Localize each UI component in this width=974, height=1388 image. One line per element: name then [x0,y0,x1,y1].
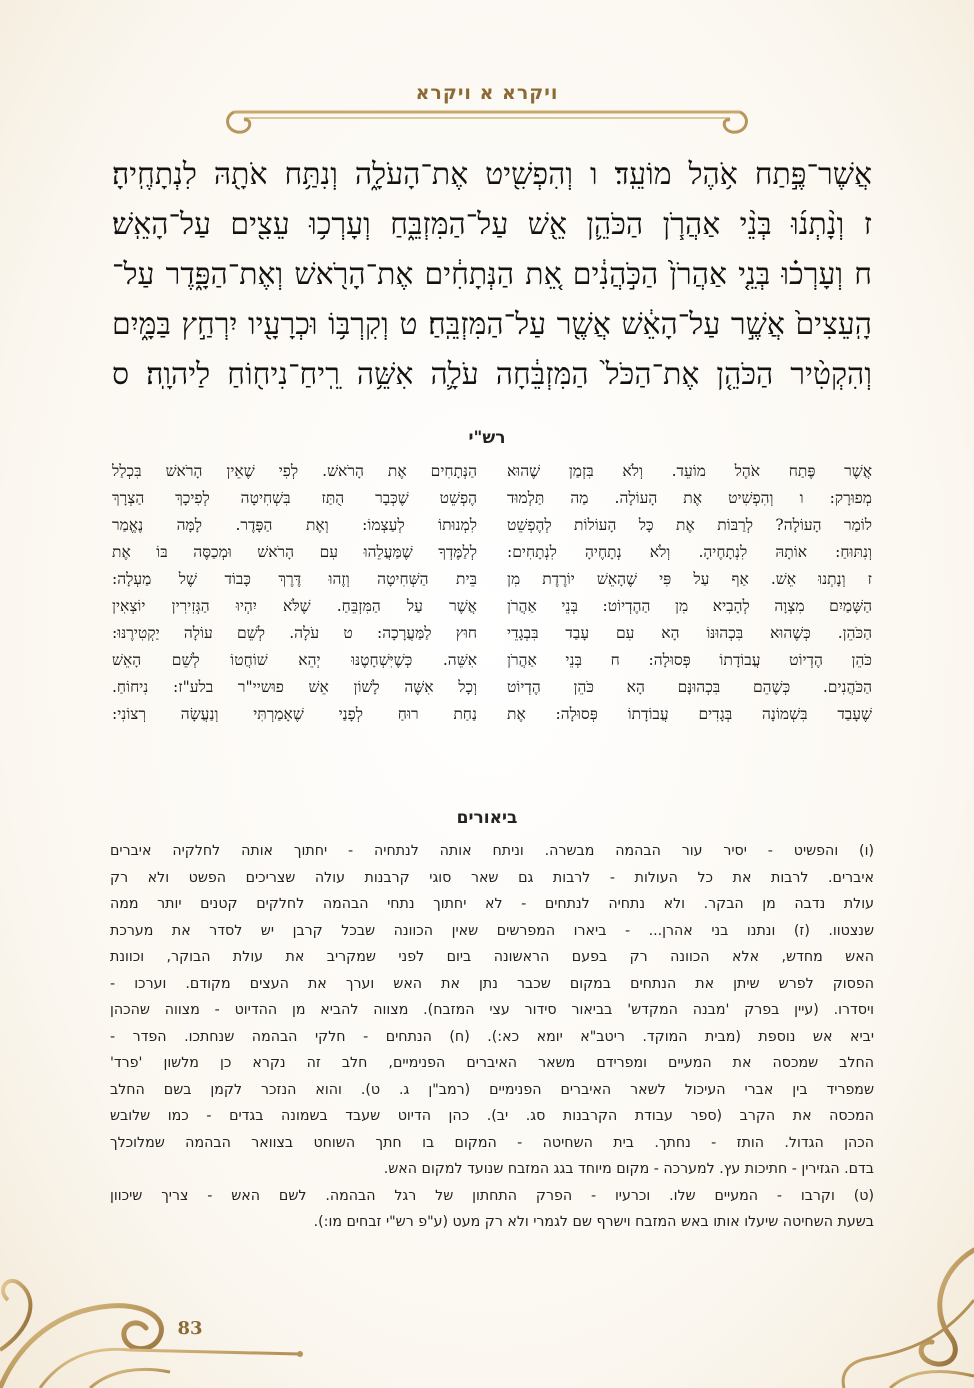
rashi-line: ז וְנָתְנוּ אֵשׁ. אַף עַל פִּי שֶׁהָאֵשׁ יוֹרֶדֶת מִן [507,570,872,588]
biurim-line: הכהן הגדול. הותז - נחתך. בית השחיטה - המקום בו חתך השוחט בצוואר הבהמה שמלוכלך [110,1134,874,1151]
biurim-line: בדם. הגזירין - חתיכות עץ. למערכה - מקום מיוחד בגג המזבח שנועד למקום האש. [383,1161,874,1177]
biurim-commentary [110,838,874,1236]
rashi-line: לְלַמֶּדְךָ שֶׁמַּעֲלֵהוּ עִם הָרֹאשׁ וּמְכַסֶּה בּוֹ אֶת [112,543,477,561]
rashi-line: אִשֵּׁה. כְּשֶׁיִּשְׁחָטֶנּוּ יְהֵא שׁוֹחֲטוֹ לְשֵׁם הָאֵשׁ [112,651,477,669]
rashi-line: נַחַת רוּחַ לְפָנַי שֶׁאָמַרְתִּי וְנַעֲשָׂה רְצוֹנִי: [112,705,477,723]
rashi-line: וְכָל אִשֶּׁה לָשׁוֹן אֵשׁ פוּשיי"ר בלע"ז: נִיחוֹחַ. [112,678,477,696]
rashi-left-column [112,458,477,783]
biurim-line: הפסוק לפרש שיתן את הנתחים במקום שכבר נתן את האש וערך את העצים מקודם. וערכו - [110,975,874,992]
biurim-line: ויסדרו. (עיין בפרק 'מבנה המקדש' בביאור סידור עצי המזבח). מצווה להביא מן ההדיוט - מצווה שהכהן [110,1002,874,1018]
page-number: 83 [177,1318,203,1339]
header-ornament-icon [224,104,750,144]
verse-line: ח וְעָרְכ֗וּ בְּנֵ֤י אַהֲרֹן֙ הַכֹּ֣הֲנִ֔ים אֵ֚ת הַנְּתָחִ֔ים אֶת־הָרֹ֖אשׁ וְאֶת־הַפָּ֑דֶר עַל־ [112,257,872,292]
biurim-line: יביא אש נוספת (מבית המוקד. ריטב"א יומא כא:). (ח) הנתחים - חלקי הבהמה שנחתכו. הפדר - [110,1028,874,1045]
rashi-line: הַכֹּהֲנִים. כְּשֶׁהֵם בִּכְהוּנָּם הָא כֹּהֵן הֶדְיוֹט [507,678,872,696]
biurim-title: ביאורים [456,808,518,828]
rashi-line: לוֹמַר הָעוֹלָה? לְרַבּוֹת אֶת כָּל הָעוֹלוֹת לְהֶפְשֵׁט [507,516,872,534]
biurim-line: האש מחדש, אלא הכוונה רק בפעם הראשונה ביום לפני שמקריב את עולת הבוקר, וכוונת [110,949,874,965]
verse-line: הָֽעֵצִים֙ אֲשֶׁ֣ר עַל־הָאֵ֔שׁ אֲשֶׁ֖ר עַל־הַמִּזְבֵּֽחַ׃ ט וְקִרְבּ֥וֹ וּכְרָעָ֖יו יִרְחַ֣ץ בַּמָּ֑יִם [112,307,872,342]
biurim-line: שנצטוו. (ז) ונתנו בני אהרן... - ביארו המפרשים שאין הכוונה שבכל קרבן יש לסדר את מערכת [110,922,874,939]
rashi-line: מְפוּרָק: ו וְהִפְשִׁיט אֶת הָעוֹלָה. מַה תַּלְמוּד [507,489,872,507]
rashi-line: הַנְּתָחִים אֶת הָרֹאשׁ. לְפִי שֶׁאֵין הָרֹאשׁ בִּכְלַל [112,462,477,480]
running-header: ויקרא א ויקרא [415,82,559,104]
biurim-line: (ט) וקרבו - המעיים שלו. וכרעיו - הפרק התחתון של רגל הבהמה. לשם האש - צריך שיכוון [110,1187,874,1204]
rashi-line: שֶׁעָבַד בִּשְׁמוֹנָה בְּגָדִים עֲבוֹדָתוֹ פְּסוּלָה: אֶת [507,705,872,723]
rashi-line: הַכֹּהֵן. כְּשֶׁהוּא בִּכְהוּנּוֹ הָא עִם עָבַד בִּבְגָדֵי [507,624,872,642]
verse-text [112,150,872,400]
verse-line: אֲשֶׁר־פֶּ֣תַח אֹ֥הֶל מוֹעֵֽד׃ ו וְהִפְשִׁ֖יט אֶת־הָעֹלָ֑ה וְנִתַּ֥ח אֹתָ֖הּ לִנְתָחֶֽיהָ׃ [112,157,872,192]
verse-line: וְהִקְטִ֨יר הַכֹּהֵ֤ן אֶת־הַכֹּל֙ הַמִּזְבֵּ֔חָה עֹלָ֛ה אִשֵּׁ֥ה רֵֽיחַ־נִיח֖וֹחַ לַיהוָֽה׃ ס [112,357,872,392]
rashi-line: הַשָּׁמַיִם מִצְוָה לְהָבִיא מִן הַהֶדְיוֹט: בְּנֵי אַהֲרֹן [507,597,872,615]
verse-line: ז וְנָ֨תְנ֜וּ בְּנֵ֨י אַהֲרֹ֧ן הַכֹּהֵ֛ן אֵ֖שׁ עַל־הַמִּזְבֵּ֑חַ וְעָרְכ֥וּ עֵצִ֖ים עַל־הָאֵֽשׁ׃ [112,207,872,242]
rashi-right-column [507,458,872,783]
biurim-line: (ו) והפשיט - יסיר עור הבהמה מבשרה. וניתח אותה לנתחיה - יחתוך אותה לחלקיה איברים [110,843,874,859]
biurim-line: החלב שמכסה את המעיים ומפרידם משאר האיברים הפנימיים, חלב זה נקרא כן מלשון 'פרד' [110,1055,874,1071]
rashi-commentary [112,458,872,783]
biurim-line: המכסה את הקרב (ספר עבודת הקרבנות סג. יב). כהן הדיוט שעבד בשמונה בגדים - כמו שלובש [110,1108,874,1124]
rashi-line: חוּץ לַמַּעֲרָכָה: ט עֹלָה. לְשֵׁם עוֹלָה יַקְטִירֶנּוּ: [112,624,477,642]
rashi-line: אֲשֶׁר פֶּתַח אֹהֶל מוֹעֵד. וְלֹא בִּזְמַן שֶׁהוּא [507,462,872,480]
biurim-line: שמפריד בין אברי העיכול לשאר האיברים הפנימיים (רמב"ן ג. ט). והוא הנזכר לקמן בשם החלב [110,1081,874,1098]
rashi-line: לִמְנוּתוֹ לְעַצְמוֹ: וְאֶת הַפָּדֶר. לָמָּה נֶאֱמַר [112,516,477,534]
rashi-line: אֲשֶׁר עַל הַמִּזְבֵּחַ. שֶׁלֹּא יִהְיוּ הַגְּזִירִין יוֹצְאִין [112,597,477,615]
rashi-line: וְנִתּוּחַ: אוֹתָהּ לִנְתָחֶיהָ. וְלֹא נְתָחֶיהָ לִנְתָחִים: [507,543,872,561]
biurim-line: איברים. לרבות את כל העולות - לרבות גם שאר סוגי קרבנות עולה שצריכים הפשט ולא רק [110,869,874,886]
rashi-line: כֹּהֵן הֶדְיוֹט עֲבוֹדָתוֹ פְּסוּלָה: ח בְּנֵי אַהֲרֹן [507,651,872,669]
rashi-title: רש"י [468,428,506,448]
rashi-line: הֶפְשֵׁט שֶׁכְּבָר הֻתַּז בִּשְׁחִיטָה לְפִיכָךְ הַצְרָךְ [112,489,477,507]
rashi-line: בֵּית הַשְּׁחִיטָה וְזֶהוּ דֶּרֶךְ כָּבוֹד שֶׁל מַעְלָה: [112,570,477,588]
biurim-line: בשעת השחיטה שיעלו אותו באש המזבח וישרף שם לגמרי ולא רק מעט (ע"פ רש"י זבחים מו:). [313,1214,874,1230]
biurim-line: עולת נדבה מן הבקר. ולא נתחיה לנתחים - לא יחתוך נתחי הבהמה לחלקים קטנים יותר ממה [110,896,874,912]
